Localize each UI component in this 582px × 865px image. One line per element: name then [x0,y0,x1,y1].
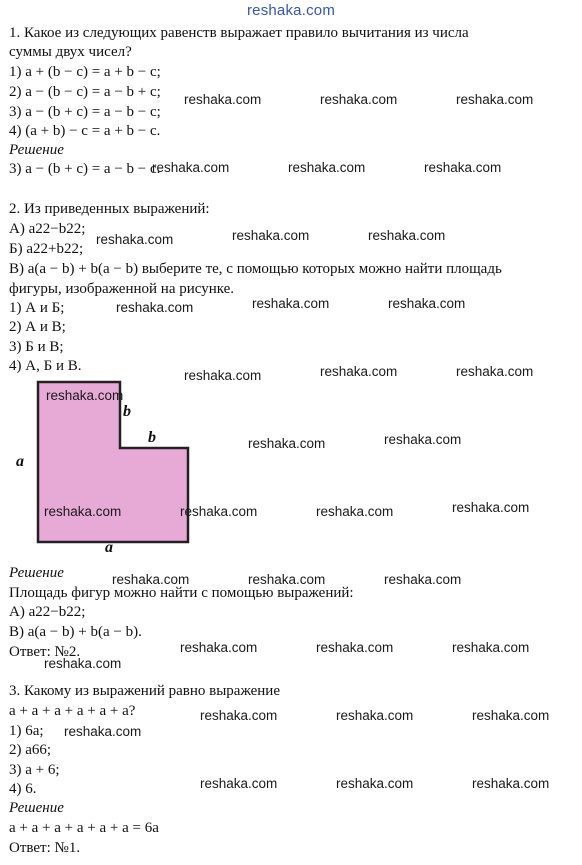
watermark: reshaka.com [180,504,258,519]
problem-3-solution: a + a + a + a + a + a = 6a [9,820,159,836]
watermark: reshaka.com [472,776,550,791]
watermark: reshaka.com [248,572,326,587]
label-a-bottom: a [105,539,113,552]
problem-2-question: 2. Из приведенных выражений: [9,201,210,217]
watermark: reshaka.com [116,300,194,315]
watermark: reshaka.com [424,160,502,175]
problem-1-option-2: 2) a − (b − c) = a − b + c; [9,84,161,100]
solution-heading-3: Решение [9,800,64,816]
watermark: reshaka.com [184,92,262,107]
problem-3-expression: a + a + a + a + a + a? [9,703,136,719]
label-b-vertical: b [123,403,131,420]
label-b-horizontal: b [148,429,156,446]
problem-2-option-1: 1) А и Б; [9,300,65,316]
watermark: reshaka.com [180,640,258,655]
problem-1-option-1: 1) a + (b − c) = a + b − c; [9,64,161,80]
problem-1-option-4: 4) (a + b) − c = a + b − c. [9,123,161,139]
watermark: reshaka.com [384,572,462,587]
watermark: reshaka.com [184,368,262,383]
problem-2-option-4: 4) А, Б и В. [9,358,82,374]
watermark: reshaka.com [384,432,462,447]
watermark: reshaka.com [336,776,414,791]
watermark: reshaka.com [152,160,230,175]
watermark: reshaka.com [200,776,278,791]
problem-2-solution-v: В) a(a − b) + b(a − b). [9,624,142,640]
problem-2-expr-v-cont: фигуры, изображенной на рисунке. [9,281,235,297]
problem-2-answer: Ответ: №2. [9,644,81,660]
watermark: reshaka.com [320,92,398,107]
watermark: reshaka.com [320,364,398,379]
problem-2-expr-b: Б) a22+b22; [9,241,84,257]
watermark: reshaka.com [316,640,394,655]
problem-2-option-3: 3) Б и В; [9,339,64,355]
watermark: reshaka.com [336,708,414,723]
watermark: reshaka.com [316,504,394,519]
problem-1-question: 1. Какое из следующих равенств выражает правило вычитания из числа [9,25,469,41]
problem-3-option-4: 4) 6. [9,781,37,797]
problem-3-option-3: 3) a + 6; [9,762,60,778]
watermark: reshaka.com [472,708,550,723]
watermark: reshaka.com [64,724,142,739]
problem-1-answer: 3) a − (b + c) = a − b − c. [9,161,161,177]
watermark: reshaka.com [232,228,310,243]
watermark: reshaka.com [252,296,330,311]
watermark: reshaka.com [46,388,124,403]
watermark: reshaka.com [44,656,122,671]
problem-3-option-2: 2) a66; [9,742,52,758]
watermark: reshaka.com [44,504,122,519]
problem-3-option-1: 1) 6a; [9,723,44,739]
solution-heading-2: Решение [9,565,64,581]
problem-1-question-cont: суммы двух чисел? [9,44,132,60]
label-a-left: a [16,453,24,470]
problem-2-solution: Площадь фигур можно найти с помощью выражений: [9,585,354,601]
site-title[interactable]: reshaka.com [246,2,336,19]
problem-3-answer: Ответ: №1. [9,840,81,856]
watermark: reshaka.com [200,708,278,723]
problem-2-option-2: 2) А и В; [9,319,66,335]
watermark: reshaka.com [452,640,530,655]
problem-2-expr-a: А) a22−b22; [9,221,86,237]
problem-3-question: 3. Какому из выражений равно выражение [9,683,280,699]
watermark: reshaka.com [456,364,534,379]
watermark: reshaka.com [388,296,466,311]
watermark: reshaka.com [248,436,326,451]
watermark: reshaka.com [368,228,446,243]
watermark: reshaka.com [112,572,190,587]
problem-1-option-3: 3) a − (b + c) = a − b − c; [9,104,161,120]
problem-2-solution-a: А) a22−b22; [9,604,86,620]
watermark: reshaka.com [96,232,174,247]
watermark: reshaka.com [452,500,530,515]
watermark: reshaka.com [456,92,534,107]
solution-heading-1: Решение [9,142,64,158]
problem-2-expr-v: В) a(a − b) + b(a − b) выберите те, с помощью которых можно найти площадь [9,261,502,277]
watermark: reshaka.com [288,160,366,175]
